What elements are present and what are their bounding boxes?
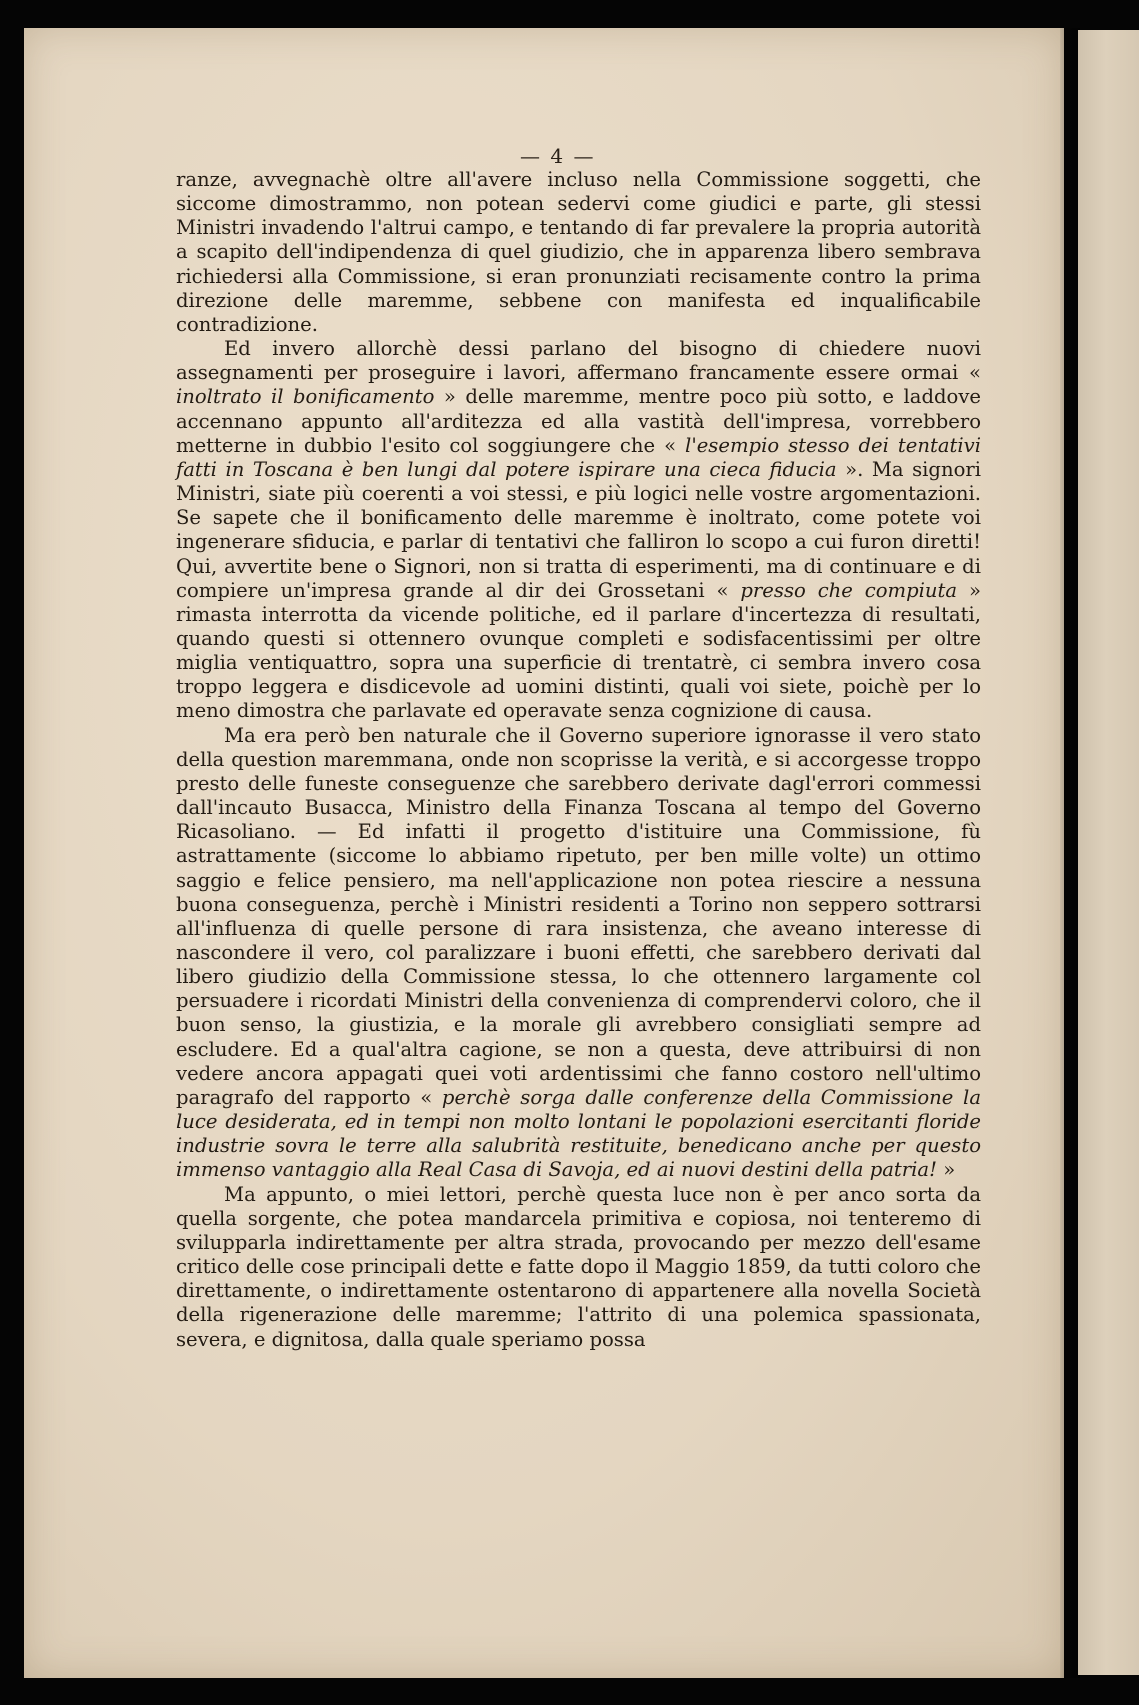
- text-run: » rimasta interrotta da vicende politiche, ed il parlare d'incertezza di resultati, quando questi si ottennero ovunque completi e sodisfacentissimi per oltre miglia ventiquattro, sopra una superficie di trentatrè, ci sembra invero cosa troppo leggera e disdicevole ad uomini distinti, quali voi siete, poichè per lo meno dimostra che parlavate ed operavate senza cognizione di causa.: [176, 578, 981, 723]
- italic-quote: presso che compiuta: [740, 578, 958, 602]
- italic-quote: perchè sorga dalle conferenze della Commissione la luce desiderata, ed in tempi non molto lontani le popolazioni esercitanti floride industrie sovra le terre alla salubrità restituite, benedicano anche per questo immenso vantaggio alla Real Casa di Savoja, ed ai nuovi destini della patria!: [176, 1085, 982, 1182]
- text-run: ». Ma signori Ministri, siate più coerenti a voi stessi, e più logici nelle vostre argomentazioni. Se sapete che il bonificamento delle maremme è inoltrato, come potete voi ingenerare sfiducia, e parlar di tentativi che falliron lo scopo a cui furon diretti! Qui, avvertite bene o Signori, non si tratta di esperimenti, ma di continuare e di compiere un'impresa grande al dir dei Grossetani «: [176, 457, 981, 602]
- body-text: [176, 168, 981, 1352]
- text-run: »: [937, 1158, 956, 1182]
- text-run: » delle maremme, mentre poco più sotto, e laddove accennano appunto all'arditezza ed alla vastità dell'impresa, vorrebbero metterne in dubbio l'esito col soggiungere che «: [176, 385, 981, 457]
- text-run: ranze, avvegnachè oltre all'avere incluso nella Commissione soggetti, che siccome dimostrammo, non potean sedervi come giudici e parte, gli stessi Ministri invadendo l'altrui campo, e tentando di far prevalere la propria autorità a scapito dell'indipendenza di quel giudizio, che in apparenza libero sembrava richiedersi alla Commissione, si eran pronunziati recisamente contro la prima direzione delle maremme, sebbene con manifesta ed inqualificabile contradizione.: [176, 168, 981, 336]
- page-fold-shadow: [1060, 28, 1080, 1678]
- text-run: Ma era però ben naturale che il Governo superiore ignorasse il vero stato della question maremmana, onde non scoprisse la verità, e si accorgesse troppo presto delle funeste conseguenze che sarebbero derivate dagl'errori commessi dall'incauto Busacca, Ministro della Finanza Toscana al tempo del Governo Ricasoliano. — Ed infatti il progetto d'istituire una Commissione, fù astrattamente (siccome lo abbiamo ripetuto, per ben mille volte) un ottimo saggio e felice pensiero, ma nell'applicazione non potea riescire a nessuna buona conseguenza, perchè i Ministri residenti a Torino non seppero sottrarsi all'influenza di quelle persone di rara insistenza, che aveano interesse di nascondere il vero, col paralizzare i buoni effetti, che sarebbero derivati dal libero giudizio della Commissione stessa, lo che ottennero largamente col persuadere i ricordati Ministri della convenienza di comprendervi coloro, che il buon senso, la giustizia, e la morale gli avrebbero consigliati sempre ad escludere. Ed a qual'altra cagione, se non a questa, deve attribuirsi di non vedere ancora appagati quei voti ardentissimi che fanno costoro nell'ultimo paragrafo del rapporto «: [176, 723, 981, 1109]
- paragraph-3: [176, 724, 981, 1183]
- text-run: Ed invero allorchè dessi parlano del bisogno di chiedere nuovi assegnamenti per proseguire i lavori, affermano francamente essere ormai «: [176, 337, 981, 385]
- paragraph-1: [176, 168, 981, 337]
- italic-quote: inoltrato il bonificamento: [176, 385, 435, 409]
- paragraph-2: [176, 337, 981, 724]
- page-number: — 4 —: [520, 144, 596, 168]
- italic-quote: l'esempio stesso dei tentativi fatti in Toscana è ben lungi dal potere ispirare una cieca fiducia: [176, 433, 981, 481]
- paragraph-4: [176, 1183, 981, 1352]
- text-run: Ma appunto, o miei lettori, perchè questa luce non è per anco sorta da quella sorgente, che potea mandarcela primitiva e copiosa, noi tenteremo di svilupparla indirettamente per altra strada, provocando per mezzo dell'esame critico delle cose principali dette e fatte dopo il Maggio 1859, da tutti coloro che direttamente, o indirettamente ostentarono di appartenere alla novella Società della rigenerazione delle maremme; l'attrito di una polemica spassionata, severa, e dignitosa, dalla quale speriamo possa: [176, 1182, 981, 1351]
- adjacent-page-edge: [1078, 30, 1139, 1675]
